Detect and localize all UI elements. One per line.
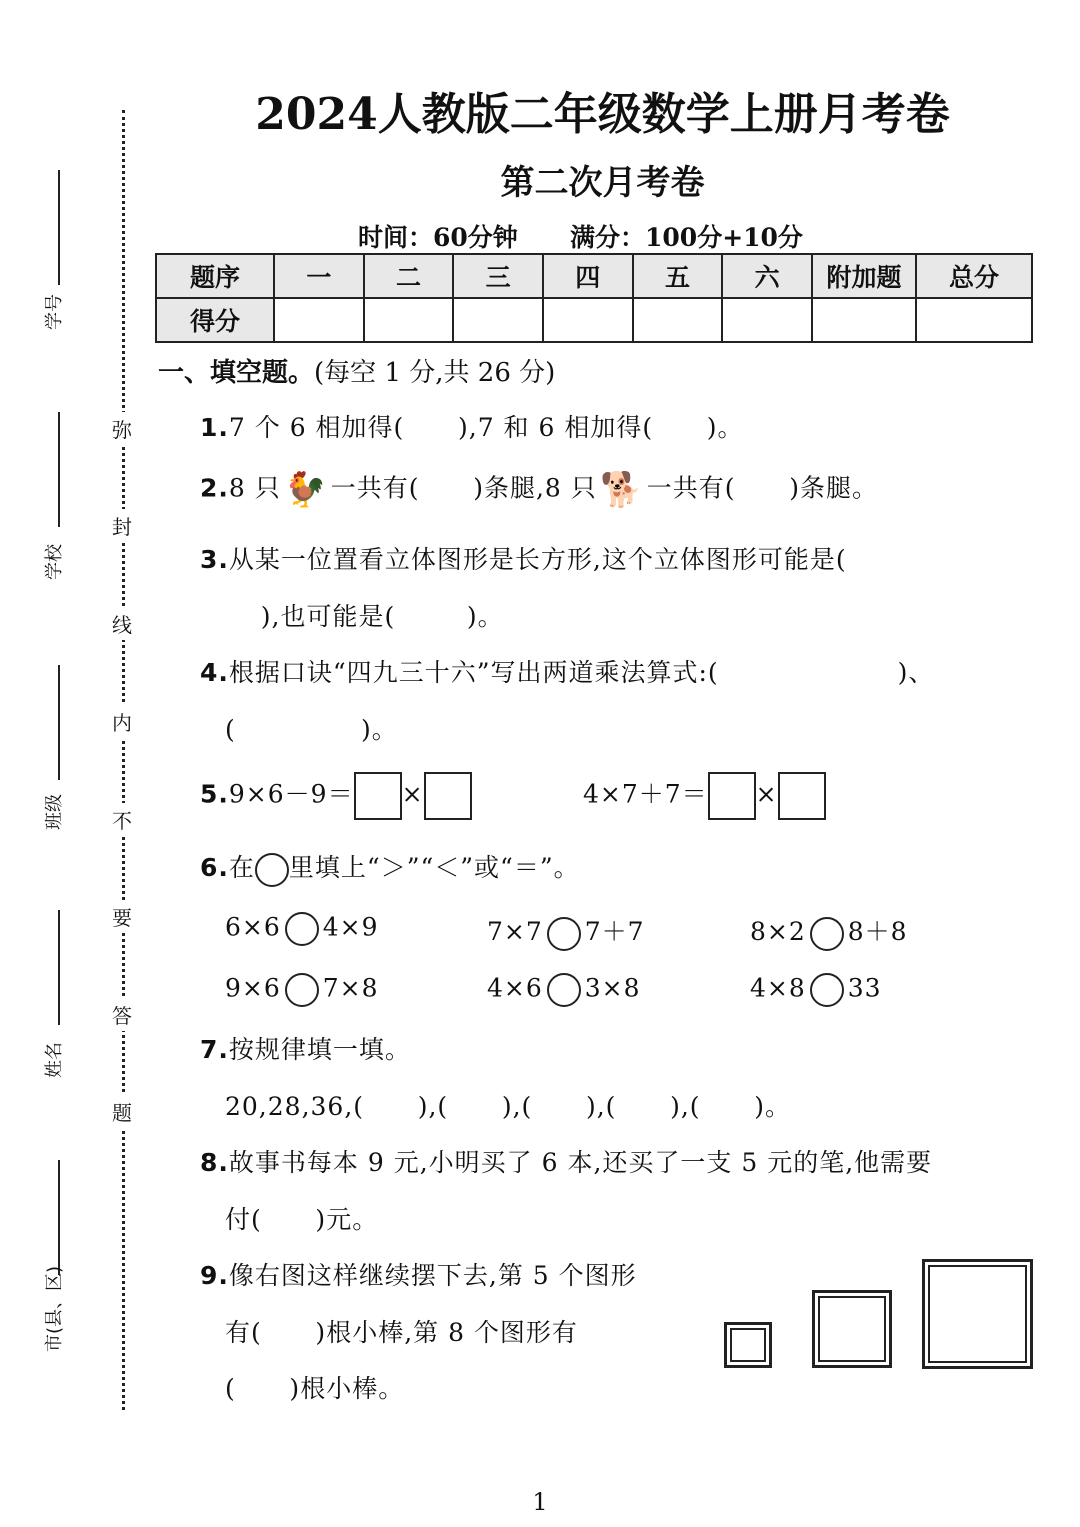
question-2 [200, 468, 878, 512]
compare-item [750, 912, 908, 951]
q-text: 4×7＋7＝ [583, 779, 708, 809]
question-4 [200, 653, 934, 689]
compare-circle[interactable] [547, 973, 581, 1007]
row-label: 得分 [156, 298, 274, 342]
compare-circle[interactable] [285, 912, 319, 946]
q-text: 里填上“＞”“＜”或“＝”。 [288, 853, 580, 882]
seal-char: 不 [112, 803, 132, 836]
q-text: 9×6－9＝ [228, 779, 354, 809]
seal-char: 内 [112, 705, 132, 738]
question-7-sequence: 20,28,36,( ),( ),( ),( ),( )。 [225, 1092, 791, 1121]
seal-char: 弥 [112, 412, 132, 445]
question-1 [200, 408, 744, 444]
compare-circle[interactable] [547, 917, 581, 951]
q-num: 2. [200, 473, 229, 503]
q-text: 7 个 6 相加得( ),7 和 6 相加得( )。 [228, 413, 744, 442]
field-student-id: 学号 [44, 294, 65, 330]
question-3-line2: ),也可能是( )。 [225, 602, 504, 631]
compare-item [487, 973, 641, 1007]
header-cell: 五 [633, 254, 723, 298]
field-class: 班级 [44, 794, 65, 830]
question-8-line2: 付( )元。 [225, 1205, 379, 1234]
seal-char: 题 [112, 1095, 132, 1128]
header-cell: 附加题 [812, 254, 916, 298]
q-text: 故事书每本 9 元,小明买了 6 本,还买了一支 5 元的笔,他需要 [228, 1148, 933, 1177]
score-cell[interactable] [722, 298, 812, 342]
score-table [155, 253, 1033, 343]
field-line [58, 1160, 60, 1275]
q-num: 1. [200, 413, 229, 442]
q-num: 5. [200, 779, 229, 809]
score-cell[interactable] [543, 298, 633, 342]
question-7 [200, 1030, 411, 1066]
question-8 [200, 1143, 932, 1179]
seal-char: 答 [112, 998, 132, 1031]
question-5b [583, 772, 826, 820]
expr: 3×8 [584, 973, 641, 1003]
section-heading [158, 352, 555, 389]
question-6 [200, 848, 580, 887]
score-cell[interactable] [364, 298, 454, 342]
q-text: 从某一位置看立体图形是长方形,这个立体图形可能是( [228, 545, 847, 574]
field-line [58, 665, 60, 780]
page-title: 2024人教版二年级数学上册月考卷 [255, 89, 950, 140]
page-subtitle: 第二次月考卷 [500, 163, 705, 203]
section-title: 、填空题。 [184, 358, 315, 388]
times-sign: × [401, 779, 424, 809]
q-text: 像右图这样继续摆下去,第 5 个图形 [228, 1261, 637, 1290]
q-num: 4. [200, 658, 229, 687]
expr: 7×8 [322, 973, 379, 1003]
q-text: 根据口诀“四九三十六”写出两道乘法算式:( )、 [228, 658, 935, 687]
question-4-line2: ( )。 [225, 715, 398, 744]
expr: 4×8 [750, 973, 806, 1003]
section-num: 一 [158, 358, 185, 388]
field-school: 学校 [44, 544, 65, 580]
q-text: 一共有( )条腿。 [646, 473, 878, 503]
header-cell: 四 [543, 254, 633, 298]
q-num: 6. [200, 853, 229, 882]
expr: 8＋8 [847, 917, 908, 946]
header-cell: 总分 [916, 254, 1032, 298]
header-cell: 六 [722, 254, 812, 298]
score-cell[interactable] [812, 298, 916, 342]
answer-box[interactable] [778, 772, 826, 820]
answer-box[interactable] [354, 772, 402, 820]
compare-item [225, 912, 379, 946]
expr: 6×6 [225, 912, 281, 942]
expr: 8×2 [750, 917, 806, 946]
q-num: 8. [200, 1148, 229, 1177]
seal-char: 要 [112, 900, 132, 933]
expr: 7×7 [487, 917, 543, 946]
compare-circle[interactable] [810, 973, 844, 1007]
answer-box[interactable] [424, 772, 472, 820]
header-cell: 二 [364, 254, 454, 298]
compare-item [225, 973, 379, 1007]
field-line [58, 412, 60, 527]
compare-circle[interactable] [810, 917, 844, 951]
rooster-icon: 🐓 [284, 470, 328, 510]
seal-char: 封 [112, 509, 132, 542]
question-3 [200, 540, 847, 576]
times-sign: × [755, 779, 778, 809]
seal-char: 线 [112, 607, 132, 640]
stick-square-3 [922, 1259, 1033, 1369]
compare-item [487, 912, 645, 951]
q-text: 一共有( )条腿,8 只 [330, 473, 597, 503]
q-num: 7. [200, 1035, 229, 1064]
header-cell: 一 [274, 254, 364, 298]
question-9 [200, 1256, 637, 1292]
score-cell[interactable] [916, 298, 1032, 342]
q-num: 3. [200, 545, 229, 574]
dog-icon: 🐕 [600, 470, 644, 510]
field-name: 姓名 [44, 1042, 65, 1078]
header-cell: 三 [453, 254, 543, 298]
header-cell: 题序 [156, 254, 274, 298]
compare-item [750, 973, 882, 1007]
score-cell[interactable] [453, 298, 543, 342]
q-text: 按规律填一填。 [228, 1035, 411, 1064]
exam-info: 时间：60分钟 满分：100分+10分 [358, 223, 803, 252]
question-9-line2: 有( )根小棒,第 8 个图形有 [225, 1318, 578, 1347]
expr: 33 [847, 973, 882, 1003]
stick-square-2 [812, 1290, 892, 1368]
answer-box[interactable] [708, 772, 756, 820]
score-cell[interactable] [274, 298, 364, 342]
expr: 9×6 [225, 973, 281, 1003]
page-number: 1 [532, 1488, 548, 1516]
expr: 4×9 [322, 912, 379, 942]
q-num: 9. [200, 1261, 229, 1290]
stick-square-1 [724, 1322, 772, 1368]
q-text: 8 只 [228, 473, 281, 503]
expr: 4×6 [487, 973, 543, 1003]
q-text: 在 [228, 853, 255, 882]
question-5 [200, 772, 472, 820]
score-cell[interactable] [633, 298, 723, 342]
seal-line [122, 110, 125, 1410]
section-note: (每空 1 分,共 26 分) [314, 358, 556, 388]
circle-icon [255, 853, 289, 887]
expr: 7＋7 [584, 917, 645, 946]
field-city: 市(县、区) [44, 1265, 65, 1352]
question-9-line3: ( )根小棒。 [225, 1374, 405, 1403]
compare-circle[interactable] [285, 973, 319, 1007]
field-line [58, 910, 60, 1025]
